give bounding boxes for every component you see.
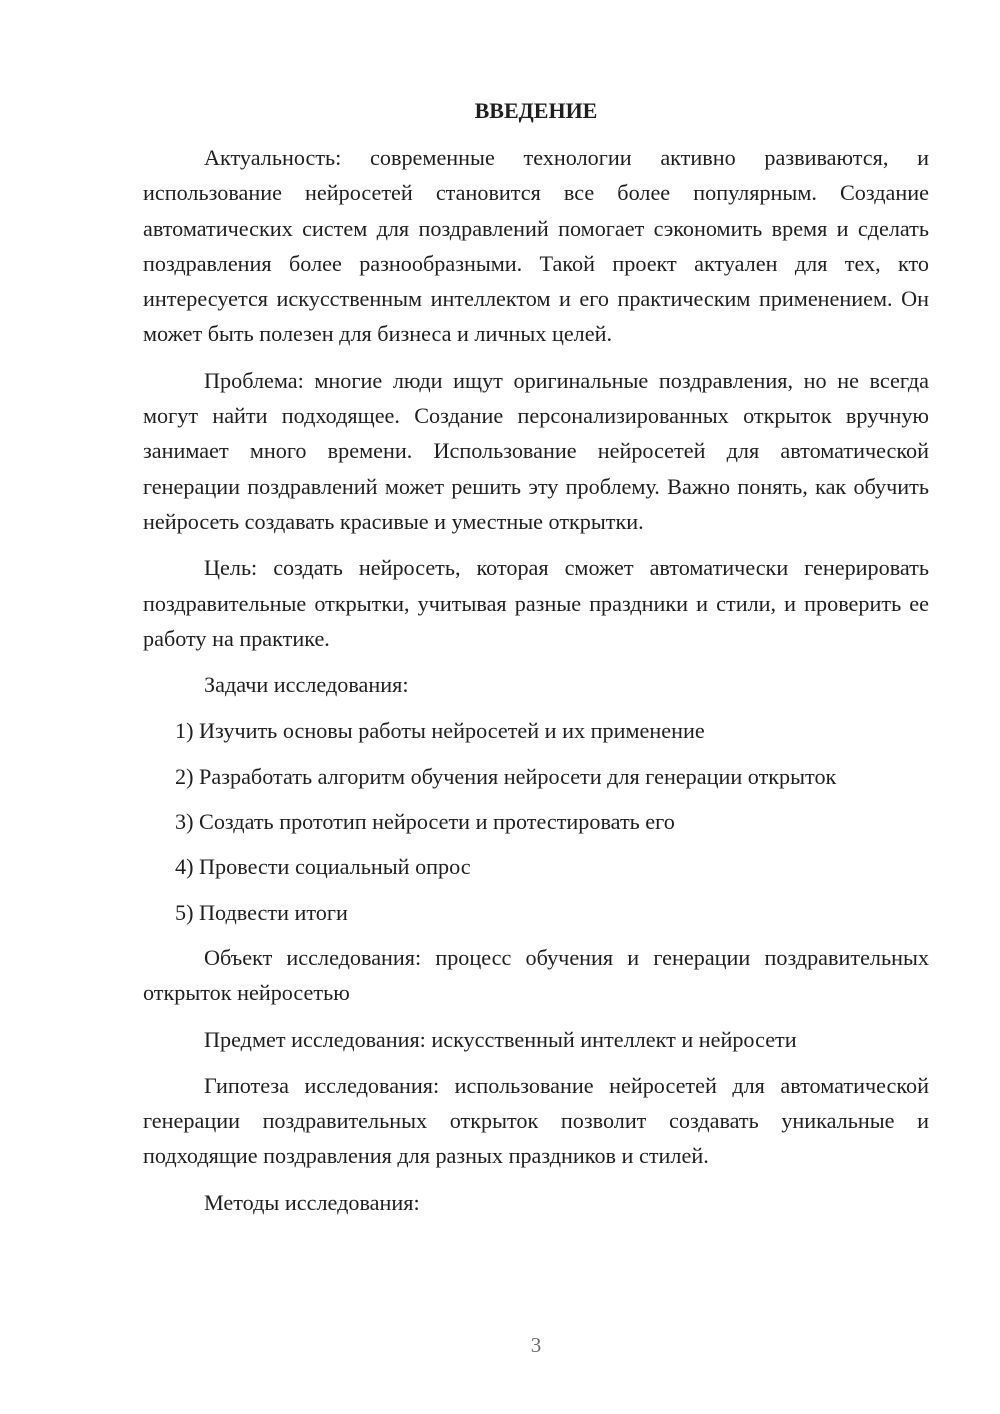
hypothesis-paragraph: Гипотеза исследования: использование нейросетей для автоматической генерации поздравительных открыток позволит создавать уникальные и подходящие поздравления для разных праздников и стилей. <box>143 1072 929 1169</box>
page-number: 3 <box>530 1333 542 1357</box>
problem-paragraph: Проблема: многие люди ищут оригинальные поздравления, но не всегда могут найти подходящее. Создание персонализированных открыток вручную занимает много времени. Использование нейросетей для автоматической генерации поздравлений может решить эту проблему. Важно понять, как обучить нейросеть создавать красивые и уместные открытки. <box>143 367 929 534</box>
tasks-heading: Задачи исследования: <box>204 672 409 698</box>
task-item: 5) Подвести итоги <box>175 899 348 925</box>
tasks-list <box>143 713 929 929</box>
page-content <box>143 96 929 1231</box>
relevance-paragraph: Актуальность: современные технологии активно развиваются, и использование нейросетей становится все более популярным. Создание автоматических систем для поздравлений помогает сэкономить время и сделать поздравления более разнообразными. Такой проект актуален для тех, кто интересуется искусственным интеллектом и его практическим применением. Он может быть полезен для бизнеса и личных целей. <box>143 145 929 347</box>
task-item: 3) Создать прототип нейросети и протестировать его <box>175 809 675 835</box>
page-title: ВВЕДЕНИЕ <box>474 98 598 123</box>
object-paragraph: Объект исследования: процесс обучения и генерации поздравительных открыток нейросетью <box>143 944 929 1006</box>
task-item: 1) Изучить основы работы нейросетей и их применение <box>175 718 705 744</box>
task-item: 2) Разработать алгоритм обучения нейросети для генерации открыток <box>175 763 837 789</box>
task-item: 4) Провести социальный опрос <box>175 854 471 880</box>
subject-paragraph: Предмет исследования: искусственный интеллект и нейросети <box>204 1026 797 1052</box>
methods-heading: Методы исследования: <box>204 1189 420 1215</box>
goal-paragraph: Цель: создать нейросеть, которая сможет автоматически генерировать поздравительные открытки, учитывая разные праздники и стили, и проверить ее работу на практике. <box>143 555 929 651</box>
